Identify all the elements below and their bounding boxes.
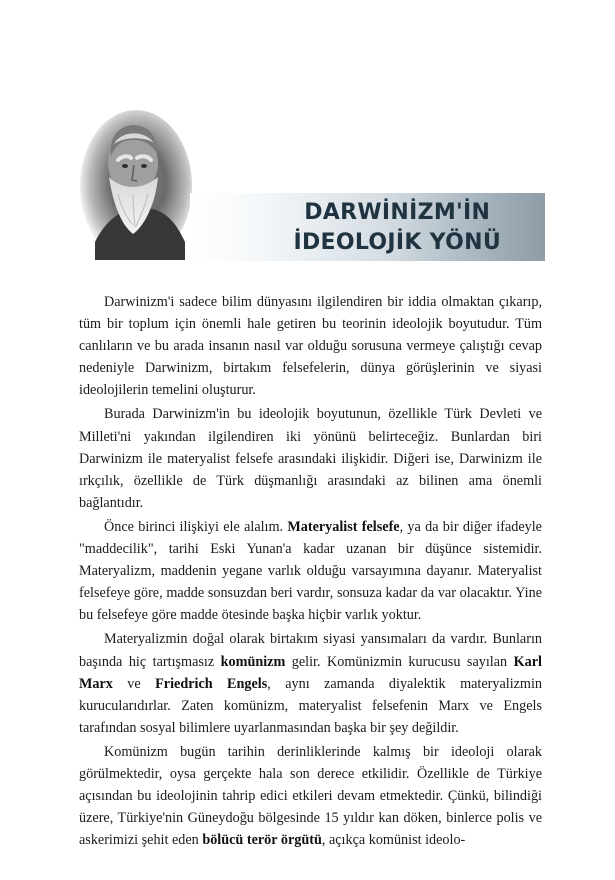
chapter-title-line-1: DARWİNİZM'İN (304, 200, 491, 225)
paragraph-text: , aynı zamanda diyalektik materyalizmin kurucularıdırlar. Zaten komünizm, materyalist felsefenin Marx ve Engels tarafından sosyal bilimlere uyarlanmasından başka bir şey değildir. (79, 675, 543, 736)
bold-term-friedrich-engels: Friedrich Engels (155, 675, 268, 692)
title-band (190, 193, 545, 261)
paragraph-1 (79, 291, 542, 401)
chapter-title-line-2: İDEOLOJİK YÖNÜ (293, 230, 501, 255)
chapter-header (75, 110, 545, 262)
paragraph-text: Önce birinci ilişkiyi ele alalım. (104, 518, 288, 535)
paragraph-text: Burada Darwinizm'in bu ideolojik boyutunun, özellikle Türk Devleti ve Milleti'ni yakından ilgilendiren iki yönünü belirteceğiz. Bunlardan biri Darwinizm ile materyalist felsefe arasındaki ilişkidir. Diğeri ise, Darwinizm ile ırkçılık, özellikle de Türk düşmanlığı arasındaki az bilinen ama önemli bağlantıdır. (79, 406, 542, 511)
paragraph-text: , ya da bir diğer ifadeyle "maddecilik", tarihi Eski Yunan'a kadar uzanan bir düşünce sistemidir. Materyalizm, maddenin yegane varlık olduğu varsayımına dayanır. Materyalist felsefeye göre, madde sonsuzdan beri vardır, sonsuza kadar da var olacaktır. Yine bu felsefeye göre madde ötesinde başka hiçbir varlık yoktur. (79, 518, 542, 624)
bold-term-karl-marx: Karl Marx (79, 653, 542, 692)
paragraph-5 (79, 741, 542, 851)
paragraph-2 (79, 403, 542, 513)
paragraph-text: ve (112, 675, 156, 692)
bold-term-bolucu-teror-orgutu: bölücü terör örgütü (202, 832, 322, 849)
chapter-title (293, 198, 501, 258)
bold-term-materyalist-felsefe: Materyalist felsefe (287, 518, 400, 535)
paragraph-text: Materyalizmin doğal olarak birtakım siyasi yansımaları da vardır. Bunların başında hiç tartışmasız (79, 631, 542, 670)
body-text (79, 291, 542, 853)
paragraph-3 (79, 516, 542, 626)
paragraph-text: , açıkça komünist ideolo- (321, 832, 466, 849)
darwin-portrait-image (75, 110, 193, 260)
paragraph-text: Komünizm bugün tarihin derinliklerinde kalmış bir ideoloji olarak görülmektedir, oysa gerçekte hala son derece etkilidir. Özellikle de Türkiye açısından bu ideolojinin tahrip edici etkileri devam etmektedir. Çünkü, bilindiği üzere, Türkiye'nin Güneydoğu bölgesinde 15 yıldır kan döken, binlerce polis ve askerimizi şehit eden (79, 743, 542, 849)
bold-term-komunizm: komünizm (220, 653, 286, 670)
paragraph-4 (79, 628, 542, 738)
paragraph-text: Darwinizm'i sadece bilim dünyasını ilgilendiren bir iddia olmaktan çıkarıp, tüm bir toplum için önemli hale getiren bu teorinin ideolojik boyutudur. Tüm canlıların ve bu arada insanın nasıl var olduğu sorusuna vermeye çalıştığı cevap nedeniyle Darwinizm, birtakım felsefelerin, dünya görüşlerinin ve siyasi ideolojilerin temelini oluşturur. (79, 294, 542, 399)
paragraph-text: gelir. Komünizmin kurucusu sayılan (285, 653, 514, 670)
